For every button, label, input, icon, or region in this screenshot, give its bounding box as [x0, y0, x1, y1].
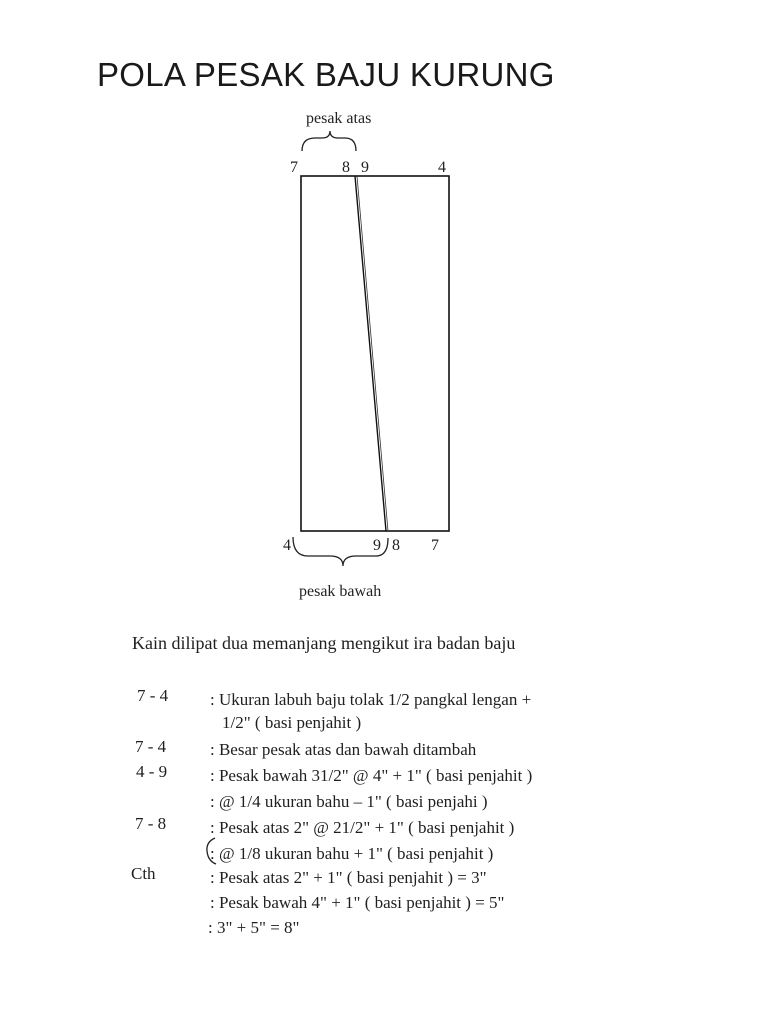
step-code: 7 - 4 [135, 737, 167, 756]
step-text: : @ 1/8 ukuran bahu + 1" ( basi penjahit ) [210, 844, 494, 863]
bottom-point-8: 8 [392, 537, 400, 554]
top-point-8: 8 [342, 159, 350, 176]
bottom-point-4: 4 [283, 537, 291, 554]
step-text: : Pesak atas 2" + 1" ( basi penjahit ) = 3" [210, 868, 487, 887]
top-point-4: 4 [438, 159, 446, 176]
bottom-brace-label: pesak bawah [299, 583, 382, 600]
step-text: : Besar pesak atas dan bawah ditambah [210, 740, 477, 759]
step-text: : Pesak bawah 31/2" @ 4" + 1" ( basi penjahit ) [210, 766, 533, 785]
top-point-9: 9 [361, 159, 369, 176]
step-text: : @ 1/4 ukuran bahu – 1" ( basi penjahi ) [210, 792, 488, 811]
intro-text: Kain dilipat dua memanjang mengikut ira badan baju [132, 633, 516, 653]
step-text: : 3" + 5" = 8" [208, 918, 300, 937]
page-title: POLA PESAK BAJU KURUNG [97, 56, 555, 93]
step-text: 1/2" ( basi penjahit ) [222, 713, 362, 732]
step-text: : Pesak bawah 4" + 1" ( basi penjahit ) = 5" [210, 893, 505, 912]
step-text: : Ukuran labuh baju tolak 1/2 pangkal lengan + [210, 690, 532, 709]
top-point-7: 7 [290, 159, 298, 176]
bottom-point-7: 7 [431, 537, 439, 554]
top-brace-label: pesak atas [306, 110, 372, 127]
step-code: 4 - 9 [136, 762, 168, 781]
step-code: 7 - 8 [135, 814, 167, 833]
hand-bracket-mark [204, 836, 218, 866]
step-text: : Pesak atas 2" @ 21/2" + 1" ( basi penjahit ) [210, 818, 515, 837]
bottom-point-9: 9 [373, 537, 381, 554]
step-code: 7 - 4 [137, 686, 169, 705]
step-code: Cth [131, 864, 156, 883]
